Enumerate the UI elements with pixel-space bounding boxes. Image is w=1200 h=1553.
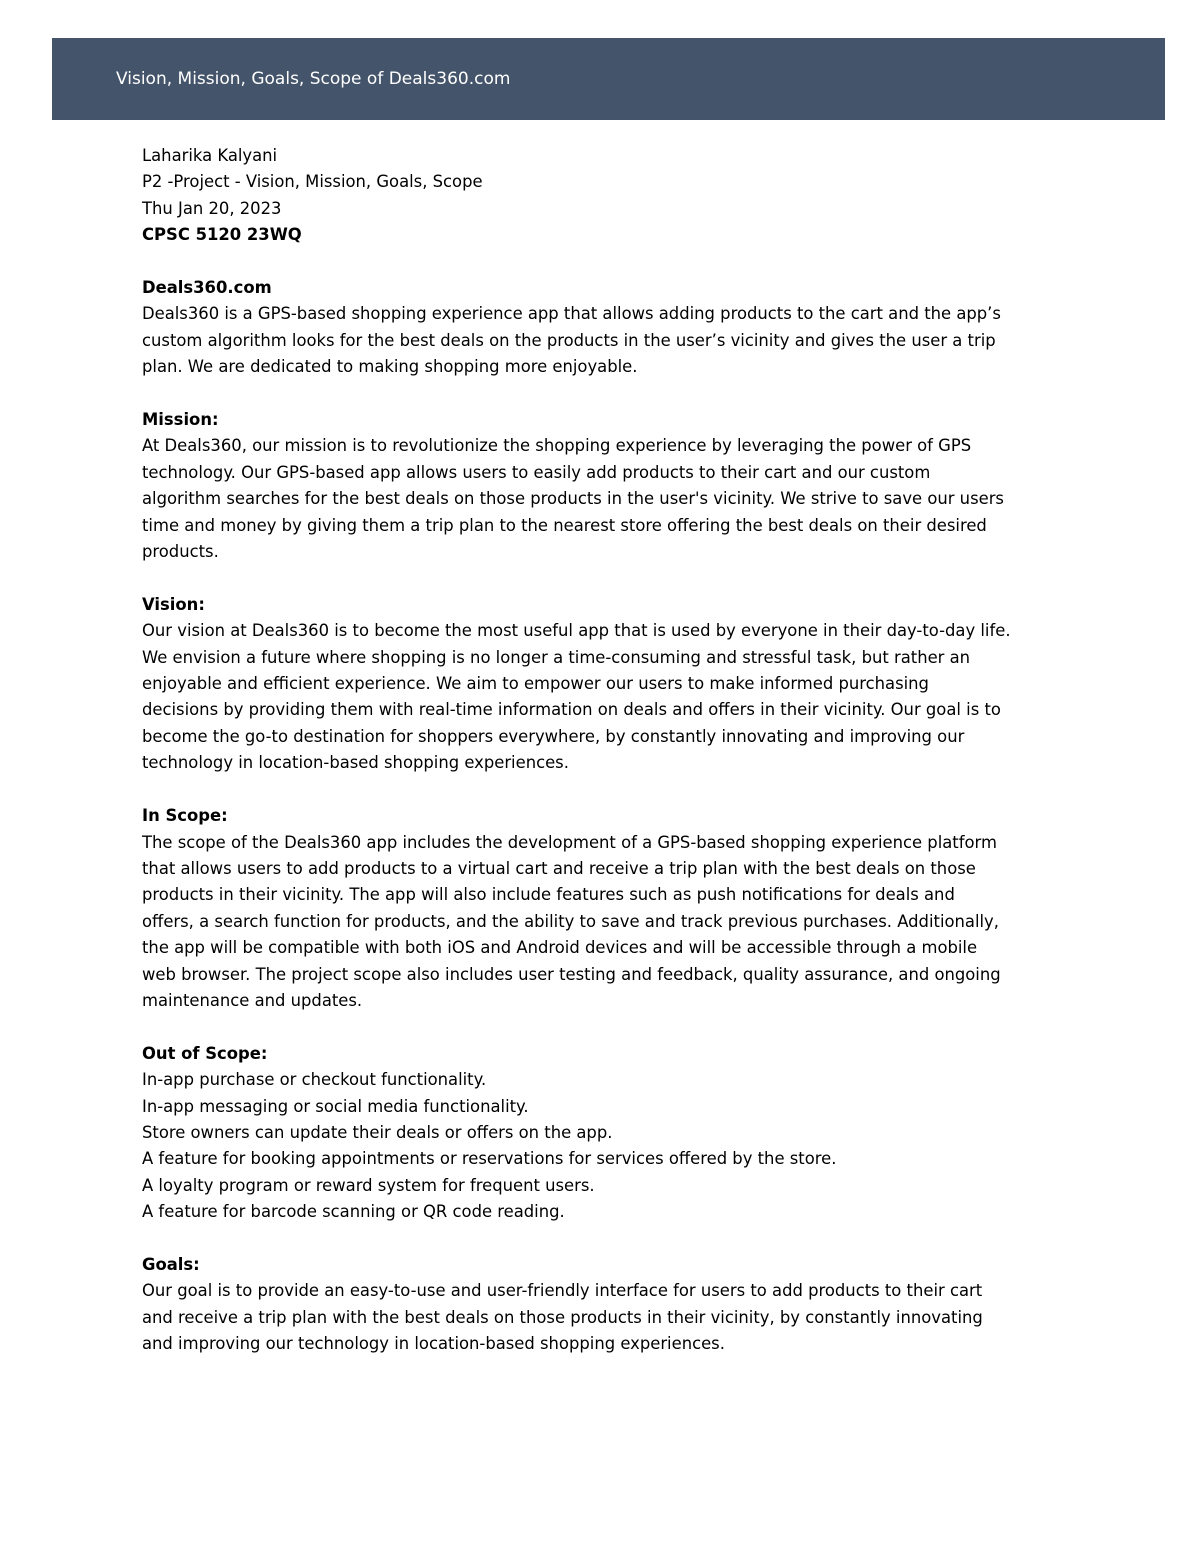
list-item: A feature for booking appointments or reservations for services offered by the store.: [142, 1149, 837, 1169]
section-heading: Mission:: [142, 410, 219, 430]
list-item: Store owners can update their deals or offers on the app.: [142, 1122, 613, 1142]
document-body: [142, 143, 1077, 1358]
out-of-scope-list: [142, 1067, 1077, 1225]
section-heading: Out of Scope:: [142, 1043, 268, 1063]
list-item: A feature for barcode scanning or QR code reading.: [142, 1202, 565, 1222]
section-heading: Vision:: [142, 594, 205, 614]
list-item: A loyalty program or reward system for frequent users.: [142, 1175, 595, 1195]
section-paragraph: At Deals360, our mission is to revolutionize the shopping experience by leveraging the power of GPS technology. Our GPS-based app allows users to easily add products to their cart and our custom algorithm searches for the best deals on those products in the user's vicinity. We strive to save our users time and money by giving them a trip plan to the nearest store offering the best deals on their desired products.: [142, 436, 1004, 562]
intro-section: [142, 275, 1077, 381]
section-paragraph: Our goal is to provide an easy-to-use and user-friendly interface for users to add products to their cart and receive a trip plan with the best deals on those products in their vicinity, by constantly innovating and improving our technology in location-based shopping experiences.: [142, 1281, 983, 1354]
in-scope-section: [142, 803, 1077, 1014]
goals-section: [142, 1252, 1077, 1358]
mission-section: [142, 407, 1077, 565]
out-of-scope-section: [142, 1041, 1077, 1226]
document-meta: [142, 143, 1077, 249]
assignment-title: P2 -Project - Vision, Mission, Goals, Scope: [142, 172, 483, 192]
section-heading: Goals:: [142, 1254, 200, 1274]
section-paragraph: The scope of the Deals360 app includes the development of a GPS-based shopping experience platform that allows users to add products to a virtual cart and receive a trip plan with the best deals on those products in their vicinity. The app will also include features such as push notifications for deals and offers, a search function for products, and the ability to save and track previous purchases. Additionally, the app will be compatible with both iOS and Android devices and will be accessible through a mobile web browser. The project scope also includes user testing and feedback, quality assurance, and ongoing maintenance and updates.: [142, 832, 1001, 1010]
document-date: Thu Jan 20, 2023: [142, 198, 282, 218]
section-paragraph: Our vision at Deals360 is to become the most useful app that is used by everyone in their day-to-day life. We envision a future where shopping is no longer a time-consuming and stressful task, but rather an enjoyable and efficient experience. We aim to empower our users to make informed purchasing decisions by providing them with real-time information on deals and offers in their vicinity. Our goal is to become the go-to destination for shoppers everywhere, by constantly innovating and improving our technology in location-based shopping experiences.: [142, 621, 1011, 773]
vision-section: [142, 592, 1077, 777]
list-item: In-app messaging or social media functionality.: [142, 1096, 529, 1116]
document-title: Vision, Mission, Goals, Scope of Deals360.com: [116, 69, 511, 89]
header-band: [52, 38, 1165, 120]
list-item: In-app purchase or checkout functionality.: [142, 1070, 487, 1090]
section-heading: Deals360.com: [142, 278, 272, 298]
section-paragraph: Deals360 is a GPS-based shopping experience app that allows adding products to the cart and the app’s custom algorithm looks for the best deals on the products in the user’s vicinity and gives the user a trip plan. We are dedicated to making shopping more enjoyable.: [142, 304, 1001, 377]
author-name: Laharika Kalyani: [142, 146, 278, 165]
course-code: CPSC 5120 23WQ: [142, 225, 302, 245]
section-heading: In Scope:: [142, 806, 228, 826]
